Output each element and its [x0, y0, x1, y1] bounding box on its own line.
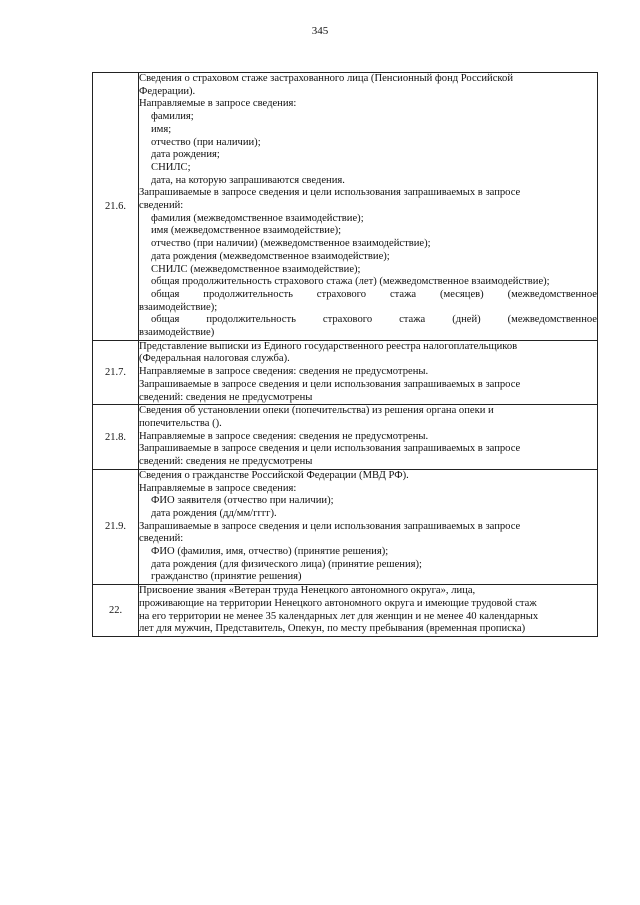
row-content [139, 469, 598, 584]
text-line: Сведения о гражданстве Российской Федерации (МВД РФ). [139, 469, 409, 481]
text-line: Запрашиваемые в запросе сведения и цели использования запрашиваемых в запросе [139, 378, 521, 390]
text-line: сведений: [139, 200, 184, 212]
text-line: сведений: сведения не предусмотрены [139, 456, 313, 468]
text-line: ФИО заявителя (отчество при наличии); [151, 495, 334, 507]
text-line: гражданство (принятие решения) [151, 571, 302, 583]
justified-line [139, 314, 597, 327]
row-number: 21.6. [93, 73, 139, 341]
text-line: Запрашиваемые в запросе сведения и цели использования запрашиваемых в запросе [139, 187, 521, 199]
text-line: Направляемые в запросе сведения: сведения не предусмотрены. [139, 430, 429, 442]
line-word: (межведомственное [507, 288, 597, 300]
text-line: Сведения об установлении опеки (попечительства) из решения органа опеки и [139, 405, 494, 417]
text-line: Представление выписки из Единого государственного реестра налогоплательщиков [139, 340, 518, 352]
line-word: страхового [322, 314, 373, 326]
text-line: СНИЛС; [151, 161, 191, 173]
text-line: имя; [151, 123, 172, 135]
text-line: общая продолжительность страхового стажа (лет) (межведомственное взаимодействие); [151, 276, 550, 288]
row-content [139, 405, 598, 470]
page-number: 345 [311, 25, 329, 37]
line-word: стажа [399, 314, 426, 326]
line-word: продолжительность [206, 314, 296, 326]
text-line: взаимодействие); [139, 301, 218, 313]
table-row [93, 73, 598, 341]
line-word: (дней) [452, 314, 481, 326]
text-line: (Федеральная налоговая служба). [139, 353, 290, 365]
text-line: ФИО (фамилия, имя, отчество) (принятие решения); [151, 546, 389, 558]
text-line: Федерации). [139, 85, 196, 97]
text-line: дата рождения; [151, 149, 220, 161]
row-content [139, 340, 598, 405]
line-word: (межведомственное [507, 314, 597, 326]
line-word: (месяцев) [440, 288, 484, 300]
text-line: отчество (при наличии) (межведомственное взаимодействие); [151, 238, 431, 250]
table-row [93, 405, 598, 470]
text-line: имя (межведомственное взаимодействие); [151, 225, 342, 237]
row-content [139, 585, 598, 637]
text-line: взаимодействие) [139, 327, 215, 339]
text-line: на его территории не менее 35 календарных лет для женщин и не менее 40 календарных [139, 610, 539, 622]
text-line: дата рождения (дд/мм/гггг). [151, 507, 277, 519]
line-word: продолжительность [203, 288, 293, 300]
text-line: дата рождения (межведомственное взаимодействие); [151, 250, 390, 262]
table-body [93, 73, 598, 637]
text-line: Запрашиваемые в запросе сведения и цели использования запрашиваемых в запросе [139, 520, 521, 532]
text-line: СНИЛС (межведомственное взаимодействие); [151, 263, 361, 275]
text-line: попечительства (). [139, 417, 222, 429]
line-word: стажа [389, 288, 417, 300]
text-line: Запрашиваемые в запросе сведения и цели использования запрашиваемых в запросе [139, 443, 521, 455]
text-line: лет для мужчин, Представитель, Опекун, по месту пребывания (временная прописка) [139, 623, 526, 635]
row-number: 21.9. [93, 469, 139, 584]
table-row [93, 340, 598, 405]
text-line: Направляемые в запросе сведения: сведения не предусмотрены. [139, 366, 429, 378]
row-number: 21.7. [93, 340, 139, 405]
text-line: фамилия (межведомственное взаимодействие); [151, 212, 364, 224]
text-line: Направляемые в запросе сведения: [139, 482, 297, 494]
text-line: фамилия; [151, 111, 194, 123]
text-line: дата рождения (для физического лица) (принятие решения); [151, 558, 422, 570]
line-word: общая [151, 314, 180, 326]
justified-line [139, 289, 597, 302]
text-line: Направляемые в запросе сведения: [139, 98, 297, 110]
text-line: дата, на которую запрашиваются сведения. [151, 174, 345, 186]
text-line: сведений: сведения не предусмотрены [139, 391, 313, 403]
row-number: 22. [93, 585, 139, 637]
text-line: Сведения о страховом стаже застрахованного лица (Пенсионный фонд Российской [139, 73, 513, 84]
text-line: сведений: [139, 533, 184, 545]
text-line: Присвоение звания «Ветеран труда Ненецкого автономного округа», лица, [139, 585, 476, 597]
document-table [92, 72, 598, 637]
table-row [93, 585, 598, 637]
text-line: проживающие на территории Ненецкого автономного округа и имеющие трудовой стаж [139, 597, 537, 609]
table-row [93, 469, 598, 584]
text-line: отчество (при наличии); [151, 136, 261, 148]
row-content [139, 73, 598, 341]
row-number: 21.8. [93, 405, 139, 470]
line-word: общая [151, 288, 180, 300]
line-word: страхового [316, 288, 367, 300]
